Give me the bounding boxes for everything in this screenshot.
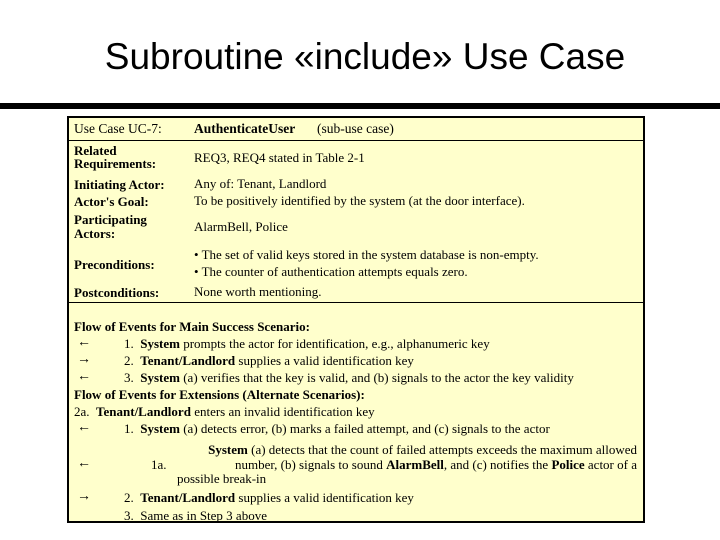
main-flow-heading: Flow of Events for Main Success Scenario: <box>74 319 310 334</box>
main-step-3: 3. System (a) verifies that the key is valid, and (b) signals to the actor the key validity <box>124 370 574 385</box>
use-case-suffix: (sub-use case) <box>317 121 394 136</box>
precondition-2: • The counter of authentication attempts equals zero. <box>194 264 468 279</box>
participating-label-2: Actors: <box>74 226 116 241</box>
related-label-2: Requirements: <box>74 156 157 171</box>
related-label-1: Related <box>74 143 117 158</box>
extensions-heading: Flow of Events for Extensions (Alternate Scenarios): <box>74 387 365 402</box>
participating-value: AlarmBell, Police <box>194 219 288 234</box>
left-arrow-icon: ← <box>77 456 91 471</box>
main-step-1: 1. System prompts the actor for identification, e.g., alphanumeric key <box>124 336 490 351</box>
actor-label: Initiating Actor: <box>74 177 165 192</box>
ext-step-1a-number: 1a. <box>151 457 167 472</box>
ext-step-2: 2. Tenant/Landlord supplies a valid identification key <box>124 490 414 505</box>
title-rule <box>0 103 720 109</box>
ext-step-2a: 2a. Tenant/Landlord enters an invalid identification key <box>74 404 375 419</box>
slide-title: Subroutine «include» Use Case <box>104 36 626 77</box>
preconditions-label: Preconditions: <box>74 257 155 272</box>
ext-step-1a-line-2: number, (b) signals to sound AlarmBell, and (c) notifies the Police actor of a <box>234 457 637 472</box>
goal-value: To be positively identified by the system (at the door interface). <box>194 193 525 208</box>
ext-step-1a-line-1: System (a) detects that the count of failed attempts exceeds the maximum allowed <box>208 442 637 457</box>
left-arrow-icon: ← <box>77 369 91 384</box>
actor-value: Any of: Tenant, Landlord <box>194 176 327 191</box>
participating-label-1: Participating <box>74 212 147 227</box>
use-case-header <box>69 118 643 141</box>
related-value: REQ3, REQ4 stated in Table 2‑1 <box>194 150 365 165</box>
ext-step-1: 1. System (a) detects error, (b) marks a failed attempt, and (c) signals to the actor <box>124 421 550 436</box>
right-arrow-icon: → <box>77 489 91 504</box>
main-step-2: 2. Tenant/Landlord supplies a valid identification key <box>124 353 414 368</box>
use-case-name: AuthenticateUser <box>194 121 296 136</box>
goal-label: Actor's Goal: <box>74 194 149 209</box>
left-arrow-icon: ← <box>77 420 91 435</box>
right-arrow-icon: → <box>77 352 91 367</box>
postconditions-value: None worth mentioning. <box>194 284 322 299</box>
ext-step-3: 3. Same as in Step 3 above <box>124 508 267 523</box>
ext-step-1a-line-3: possible break-in <box>177 471 267 486</box>
section-divider <box>69 302 643 303</box>
use-case-table <box>67 116 645 523</box>
postconditions-label: Postconditions: <box>74 285 160 300</box>
left-arrow-icon: ← <box>77 335 91 350</box>
use-case-id: Use Case UC-7: <box>74 121 162 136</box>
precondition-1: • The set of valid keys stored in the system database is non-empty. <box>194 247 539 262</box>
